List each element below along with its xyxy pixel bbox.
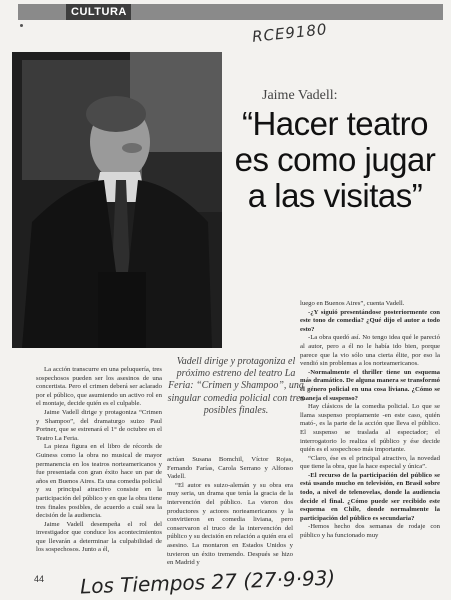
paragraph: Jaime Vadell desempeña el rol del investigador que conduce los acontecimientos que llevarán a determinar la culpabilidad de los sospechosos. Junto a él,	[36, 520, 162, 554]
section-label: CULTURA	[66, 4, 131, 20]
margin-dot	[20, 24, 23, 27]
paragraph: “El autor es suizo-alemán y su obra era muy seria, un drama que tenía la gracia de la intervención del público. La vieron dos productores y actores norteamericanos y la convirtieron en comedia liviana, pero conservaron el truco de la intervención del público y su decisión en relación a quién era el asesino. La montaron en Estados Unidos y tuvieron un éxito tremendo. Después se hizo en Madrid y	[167, 481, 293, 567]
paragraph: “Claro, ése es el principal atractivo, la novedad que tiene la obra, que la hace especial y única”.	[300, 454, 440, 471]
article-kicker: Jaime Vadell:	[262, 88, 338, 103]
article-column-2	[167, 456, 293, 568]
interview-question: -Normalmente el thriller tiene un esquema más dramático. De alguna manera se transformó el género policial en una cosa liviana. ¿Cómo se maneja el suspenso?	[300, 368, 440, 402]
handwritten-reference-code: RCE9180	[251, 20, 329, 46]
paragraph: La pieza figura en el libro de récords de Guiness como la obra no musical de mayor permanencia en los teatros norteamericanos y fue presentada con gran éxito hace un par de años en Buenos Aires. Es una comedia policial y su principal atractivo consiste en la participación del público y en que la obra tiene tres finales posibles, de acuerdo a cuál sea la decisión de la audiencia.	[36, 443, 162, 520]
pull-quote: Vadell dirige y protagoniza el próximo estreno del teatro La Feria: “Crimen y Shampoo”, una singular comedia policial con tres posibles finales.	[167, 356, 305, 416]
paragraph: actúan Susana Bomchil, Víctor Rojas, Fernando Farías, Carola Serrano y Alfonso Vadell.	[167, 456, 293, 481]
paragraph: -Hemos hecho dos semanas de rodaje con público y ha funcionado muy	[300, 523, 440, 540]
portrait-photo	[12, 52, 222, 348]
paragraph: luego en Buenos Aires”, cuenta Vadell.	[300, 300, 405, 307]
article-column-1	[36, 366, 162, 555]
page-number: 44	[34, 574, 45, 584]
interview-question: -¿Y siguió presentándose posteriormente con este tono de comedia? ¿Qué dijo el autor a todo esto?	[300, 308, 440, 333]
paragraph: Jaime Vadell dirige y protagoniza “Crimen y Shampoo”, del dramaturgo suizo Paul Portner, que se estrenará el 1° de octubre en el Teatro La Feria.	[36, 408, 162, 442]
handwritten-source-note: Los Tiempos 27 (27·9·93)	[79, 565, 336, 599]
paragraph: -La obra quedó así. No tengo idea qué le pareció al autor, pero a él no le había ido bien, porque parece que la vio sólo una cierta élite, por eso la vendió sin problemas a los norteamericanos.	[300, 334, 440, 368]
interview-question: -El recurso de la participación del público se está usando mucho en televisión, en Brasil sobre todo, a nivel de telenovelas, donde la audiencia decide el final. ¿Cómo puede ser recibido este esquema en Chile, donde normalmente la participación del público es secundaria?	[300, 471, 440, 522]
portrait-illustration	[12, 52, 222, 348]
article-column-3	[300, 300, 440, 541]
paragraph: Hay clásicos de la comedia policial. Lo que se llama suspenso propiamente -en este caso, quién mató-, es la parte de la acción que lleva el público. El suspenso se traslada al espectador; el interrogatorio lo realiza el público y ése decide quién es el sospechoso más importante.	[300, 403, 440, 454]
paragraph: La acción transcurre en una peluquería, tres sospechosos pueden ser los asesinos de una concertista. Pero el crimen deberá ser aclarado por el público, que asumiendo un activo rol en el montaje, decide quién es el culpable.	[36, 366, 162, 408]
article-headline: “Hacer teatro es como jugar a las visitas”	[234, 105, 436, 214]
